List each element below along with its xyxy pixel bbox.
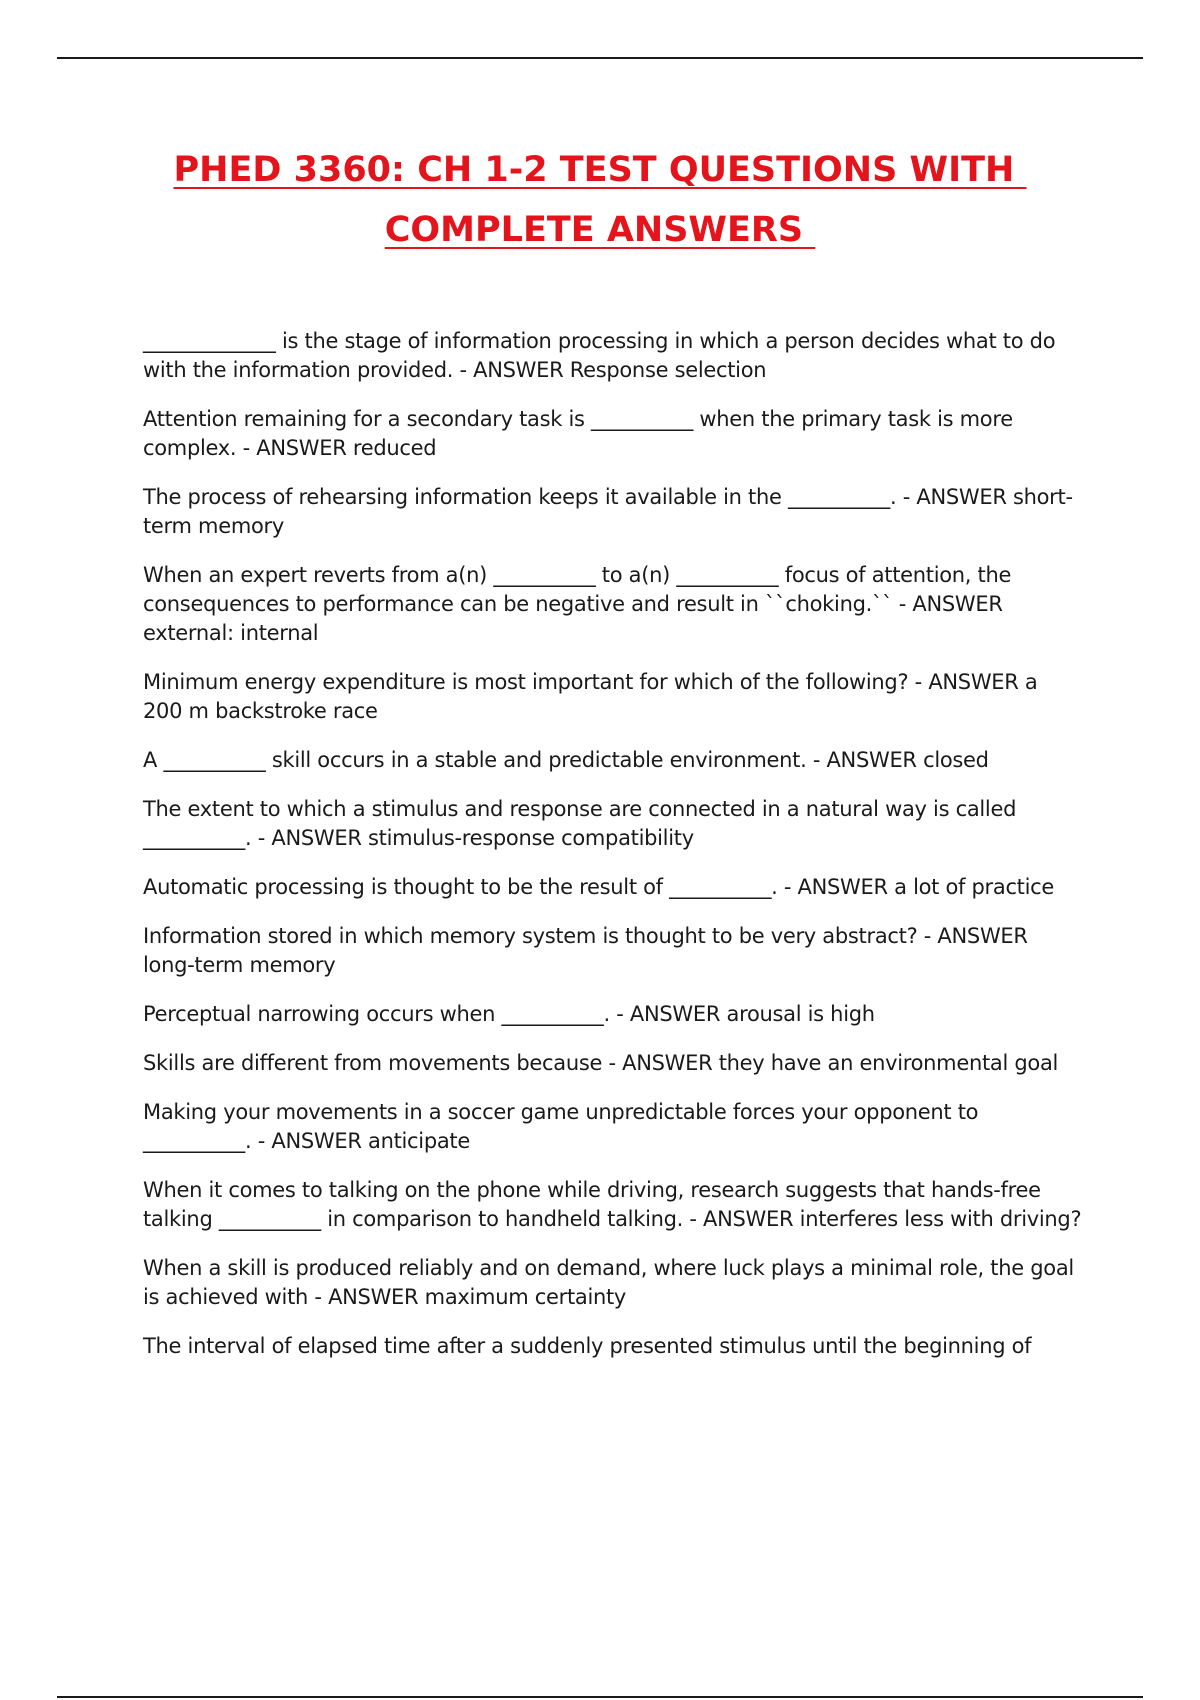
- qa-item: Information stored in which memory system is thought to be very abstract? - ANSWER long-term memory: [143, 924, 1028, 977]
- qa-item: Automatic processing is thought to be the result of __________. - ANSWER a lot of practice: [143, 875, 1055, 899]
- qa-item: The extent to which a stimulus and response are connected in a natural way is called __________. - ANSWER stimulus-response compatibility: [143, 797, 1017, 850]
- qa-item: The interval of elapsed time after a suddenly presented stimulus until the beginning of: [143, 1334, 1032, 1358]
- qa-item: A __________ skill occurs in a stable and predictable environment. - ANSWER closed: [143, 748, 989, 772]
- qa-item: Minimum energy expenditure is most important for which of the following? - ANSWER a 200 m backstroke race: [143, 670, 1038, 723]
- qa-item: When a skill is produced reliably and on demand, where luck plays a minimal role, the goal is achieved with - ANSWER maximum certainty: [143, 1256, 1074, 1309]
- qa-item: _____________ is the stage of information processing in which a person decides what to do with the information provided. - ANSWER Response selection: [143, 329, 1056, 382]
- title-line-1: PHED 3360: CH 1-2 TEST QUESTIONS WITH: [173, 150, 1027, 190]
- qa-item: Perceptual narrowing occurs when __________. - ANSWER arousal is high: [143, 1002, 875, 1026]
- qa-item: When it comes to talking on the phone while driving, research suggests that hands-free talking __________ in comparison to handheld talking. - ANSWER interferes less with driving?: [143, 1178, 1082, 1231]
- qa-item: The process of rehearsing information keeps it available in the __________. - ANSWER short-term memory: [143, 485, 1073, 538]
- qa-item: When an expert reverts from a(n) __________ to a(n) __________ focus of attention, the consequences to performance can be negative and result in ``choking.`` - ANSWER external: internal: [143, 563, 1012, 645]
- title-line-2: COMPLETE ANSWERS: [384, 210, 816, 250]
- qa-item: Attention remaining for a secondary task is __________ when the primary task is more complex. - ANSWER reduced: [143, 407, 1013, 460]
- qa-item: Making your movements in a soccer game unpredictable forces your opponent to __________. - ANSWER anticipate: [143, 1100, 979, 1153]
- qa-item: Skills are different from movements because - ANSWER they have an environmental goal: [143, 1051, 1059, 1075]
- question-answer-list: [143, 327, 1083, 1381]
- bottom-rule: [57, 1696, 1143, 1698]
- top-rule: [57, 57, 1143, 59]
- document-title: [0, 140, 1200, 260]
